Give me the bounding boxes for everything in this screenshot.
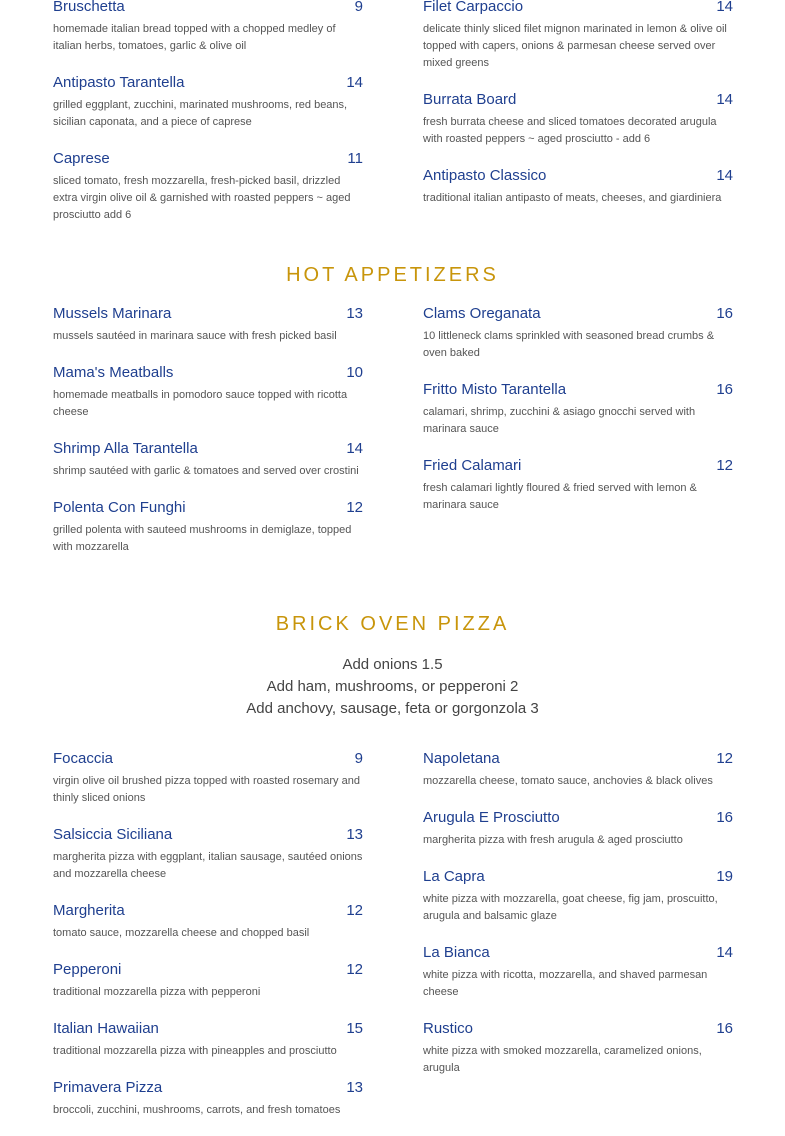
item-name: Focaccia — [53, 750, 114, 767]
item-name: Primavera Pizza — [53, 1079, 163, 1096]
item-description: grilled polenta with sauteed mushrooms in demiglaze, topped with mozzarella — [53, 524, 352, 553]
menu-item — [53, 74, 363, 131]
item-description: virgin olive oil brushed pizza topped with roasted rosemary and thinly sliced onions — [53, 775, 360, 804]
item-price: 9 — [354, 750, 363, 767]
item-description: traditional mozzarella pizza with pepperoni — [53, 986, 261, 998]
item-price: 12 — [346, 961, 363, 978]
pizza-right-column — [423, 750, 733, 1136]
item-price: 16 — [716, 809, 733, 826]
menu-item — [423, 0, 733, 72]
menu-item — [423, 167, 733, 207]
item-name: Rustico — [423, 1020, 474, 1037]
item-price: 12 — [346, 902, 363, 919]
item-description: fresh calamari lightly floured & fried served with lemon & marinara sauce — [423, 482, 697, 511]
item-price: 13 — [346, 305, 363, 322]
item-price: 11 — [347, 150, 363, 167]
item-description: margherita pizza with fresh arugula & aged prosciutto — [423, 834, 683, 846]
item-name: Antipasto Classico — [423, 167, 547, 184]
item-name: Clams Oreganata — [423, 305, 541, 322]
item-price: 14 — [716, 91, 733, 108]
item-price: 14 — [346, 440, 363, 457]
item-description: traditional mozzarella pizza with pineapples and prosciutto — [53, 1045, 337, 1057]
item-name: Mama's Meatballs — [53, 364, 174, 381]
item-name: Salsiccia Siciliana — [53, 826, 173, 843]
item-name: Fried Calamari — [423, 457, 522, 474]
menu-item — [423, 91, 733, 148]
pizza-add-ons-notes — [0, 654, 785, 720]
item-description: tomato sauce, mozzarella cheese and chopped basil — [53, 927, 310, 939]
menu-item — [53, 902, 363, 942]
cold-appetizers-right-column — [423, 0, 733, 243]
menu-item — [53, 150, 363, 224]
item-name: Fritto Misto Tarantella — [423, 381, 567, 398]
item-description: mozzarella cheese, tomato sauce, anchovies & black olives — [423, 775, 713, 787]
menu-item — [423, 457, 733, 514]
item-price: 14 — [716, 944, 733, 961]
menu-item — [423, 868, 733, 925]
item-name: Mussels Marinara — [53, 305, 172, 322]
item-price: 14 — [346, 74, 363, 91]
item-description: calamari, shrimp, zucchini & asiago gnocchi served with marinara sauce — [423, 406, 696, 435]
menu-item — [423, 944, 733, 1001]
item-price: 19 — [716, 868, 733, 885]
item-name: Filet Carpaccio — [423, 0, 524, 15]
item-description: grilled eggplant, zucchini, marinated mushrooms, red beans, sicilian caponata, and a piece of caprese — [53, 99, 348, 128]
item-name: La Capra — [423, 868, 485, 885]
add-on-note: Add onions 1.5 — [342, 656, 443, 673]
hot-appetizers-right-column — [423, 305, 733, 575]
item-name: Arugula E Prosciutto — [423, 809, 560, 826]
item-description: white pizza with ricotta, mozzarella, and shaved parmesan cheese — [423, 969, 708, 998]
item-description: white pizza with smoked mozzarella, caramelized onions, arugula — [423, 1045, 702, 1074]
item-name: Polenta Con Funghi — [53, 499, 186, 516]
menu-item — [423, 381, 733, 438]
item-description: homemade italian bread topped with a chopped medley of italian herbs, tomatoes, garlic & olive oil — [53, 23, 336, 52]
item-price: 16 — [716, 305, 733, 322]
menu-item — [53, 305, 363, 345]
hot-appetizers-title: HOT APPETIZERS — [286, 264, 499, 286]
pizza-left-column — [53, 750, 363, 1136]
menu-item — [423, 809, 733, 849]
item-description: sliced tomato, fresh mozzarella, fresh-picked basil, drizzled extra virgin olive oil & garnished with roasted peppers ~ aged prosciutto add 6 — [53, 175, 351, 221]
item-price: 16 — [716, 1020, 733, 1037]
item-name: Shrimp Alla Tarantella — [53, 440, 198, 457]
item-name: Bruschetta — [53, 0, 125, 15]
item-price: 12 — [716, 457, 733, 474]
item-price: 13 — [346, 826, 363, 843]
menu-item — [53, 1020, 363, 1060]
item-name: Pepperoni — [53, 961, 122, 978]
item-price: 14 — [716, 0, 733, 15]
menu-item — [53, 750, 363, 807]
add-on-note: Add anchovy, sausage, feta or gorgonzola 3 — [246, 700, 539, 717]
add-on-note: Add ham, mushrooms, or pepperoni 2 — [266, 678, 519, 695]
menu-item — [423, 305, 733, 362]
item-price: 12 — [716, 750, 733, 767]
item-description: 10 littleneck clams sprinkled with seasoned bread crumbs & oven baked — [423, 330, 715, 359]
item-description: traditional italian antipasto of meats, cheeses, and giardiniera — [423, 192, 722, 204]
menu-item — [423, 1020, 733, 1077]
item-description: mussels sautéed in marinara sauce with fresh picked basil — [53, 330, 337, 342]
menu-item — [53, 961, 363, 1001]
item-price: 12 — [346, 499, 363, 516]
item-name: Antipasto Tarantella — [53, 74, 185, 91]
hot-appetizers-section — [53, 305, 733, 575]
menu-item — [53, 0, 363, 55]
item-name: Burrata Board — [423, 91, 517, 108]
menu-item — [53, 364, 363, 421]
brick-oven-pizza-title: BRICK OVEN PIZZA — [275, 613, 510, 635]
item-price: 13 — [346, 1079, 363, 1096]
item-description: delicate thinly sliced filet mignon marinated in lemon & olive oil topped with capers, onions & parmesan cheese served over mixed greens — [423, 23, 727, 69]
item-price: 15 — [346, 1020, 363, 1037]
item-description: white pizza with mozzarella, goat cheese, fig jam, proscuitto, arugula and balsamic glaze — [423, 893, 718, 922]
menu-item — [53, 440, 363, 480]
item-name: Margherita — [53, 902, 125, 919]
item-description: broccoli, zucchini, mushrooms, carrots, and fresh tomatoes — [53, 1104, 341, 1116]
cold-appetizers-left-column — [53, 0, 363, 243]
item-price: 14 — [716, 167, 733, 184]
cold-appetizers-section — [53, 0, 733, 243]
item-description: homemade meatballs in pomodoro sauce topped with ricotta cheese — [53, 389, 348, 418]
hot-appetizers-left-column — [53, 305, 363, 575]
brick-oven-pizza-section — [53, 750, 733, 1136]
item-description: fresh burrata cheese and sliced tomatoes decorated arugula with roasted peppers ~ aged prosciutto - add 6 — [423, 116, 717, 145]
item-price: 9 — [354, 0, 363, 15]
item-name: Napoletana — [423, 750, 500, 767]
menu-item — [53, 1079, 363, 1119]
item-description: margherita pizza with eggplant, italian sausage, sautéed onions and mozzarella cheese — [53, 851, 363, 880]
item-price: 16 — [716, 381, 733, 398]
item-name: Italian Hawaiian — [53, 1020, 159, 1037]
menu-item — [423, 750, 733, 790]
item-description: shrimp sautéed with garlic & tomatoes and served over crostini — [53, 465, 359, 477]
item-name: Caprese — [53, 150, 110, 167]
menu-item — [53, 499, 363, 556]
item-name: La Bianca — [423, 944, 490, 961]
item-price: 10 — [346, 364, 363, 381]
menu-item — [53, 826, 363, 883]
